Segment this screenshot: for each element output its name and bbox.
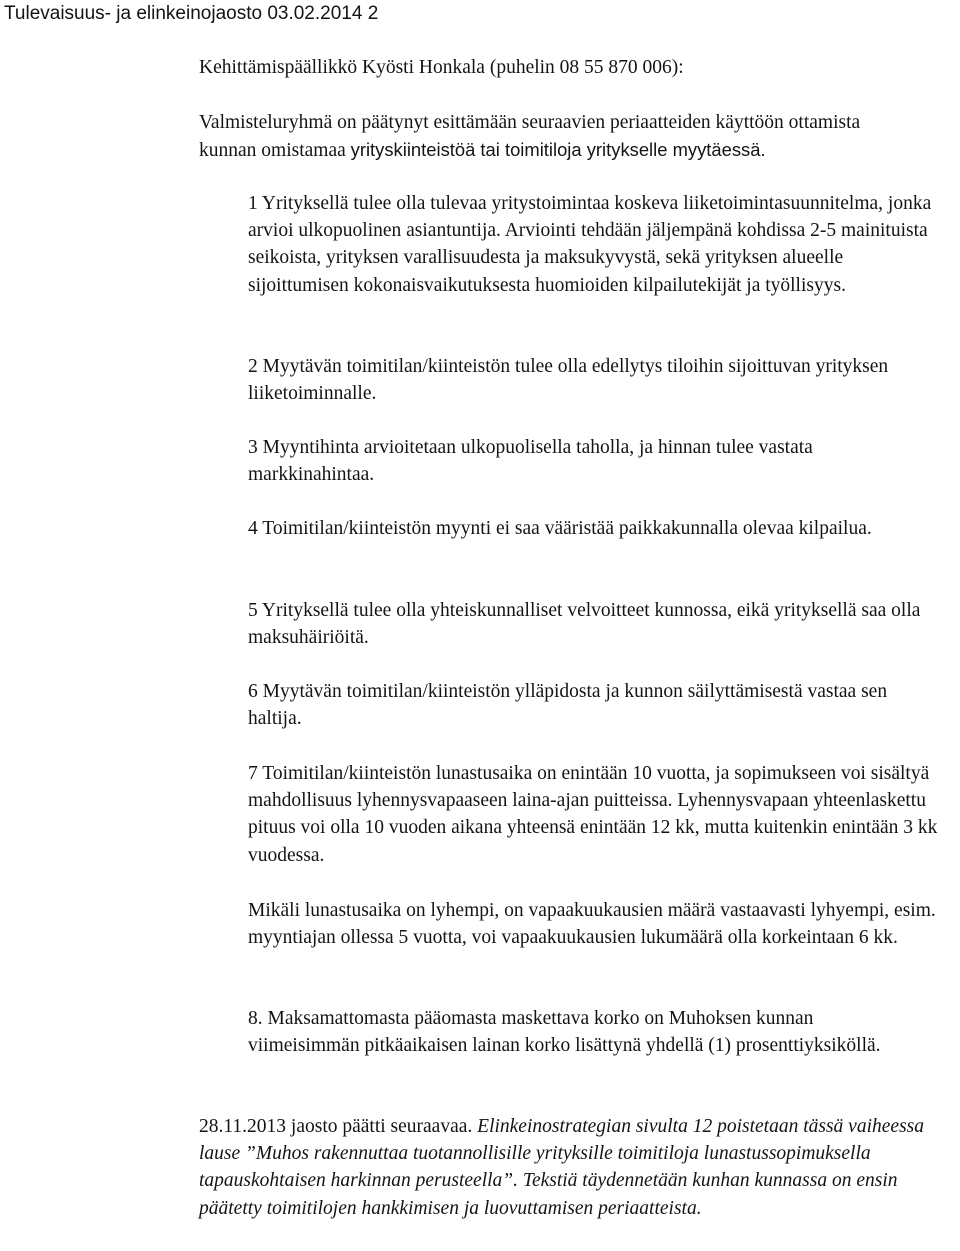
decision-italic-text: Elinkeinostrategian sivulta 12 poistetaan tässä vaiheessa lause ”Muhos rakennuttaa tuotannollisille yrityksille toimitiloja lunastussopimuksella tapauskohtaisen harkinnan perusteella”. Tekstiä täydennetään kunhan kunnassa on ensin päätetty toimitilojen hankkimisen ja luovuttamisen periaatteista. bbox=[199, 1116, 924, 1219]
decision-paragraph bbox=[199, 1113, 944, 1222]
intro-text-sans: yrityskiinteistöä tai toimitiloja yritykselle myytäessä. bbox=[350, 139, 766, 161]
intro-paragraph bbox=[199, 109, 919, 164]
page-header: Tulevaisuus- ja elinkeinojaosto 03.02.2014 2 bbox=[4, 3, 379, 24]
principle-item-1: 1 Yrityksellä tulee olla tulevaa yritystoimintaa koskeva liiketoimintasuunnitelma, jonka arvioi ulkopuolinen asiantuntija. Arviointi tehdään jäljempänä kohdissa 2-5 mainituista seikoista, yrityksen varallisuudesta ja maksukyvystä, sekä yrityksen alueelle sijoittumisen kokonaisvaikutuksesta huomioiden kilpailutekijät ja työllisyys. bbox=[248, 193, 932, 296]
principle-item-8: 8. Maksamattomasta pääomasta maskettava korko on Muhoksen kunnan viimeisimmän pitkäaikaisen lainan korko lisättynä yhdellä (1) prosenttiyksiköllä. bbox=[248, 1008, 881, 1057]
principle-item-7-note: Mikäli lunastusaika on lyhempi, on vapaakuukausien määrä vastaavasti lyhyempi, esim. myyntiajan ollessa 5 vuotta, voi vapaakuukausien lukumäärä olla korkeintaan 6 kk. bbox=[248, 900, 936, 949]
principle-item-2: 2 Myytävän toimitilan/kiinteistön tulee olla edellytys tiloihin sijoittuvan yrityksen liiketoiminnalle. bbox=[248, 356, 889, 405]
principle-item-4: 4 Toimitilan/kiinteistön myynti ei saa vääristää paikkakunnalla olevaa kilpailua. bbox=[248, 518, 872, 539]
section-heading: Kehittämispäällikkö Kyösti Honkala (puhelin 08 55 870 006): bbox=[199, 57, 684, 78]
principle-item-6: 6 Myytävän toimitilan/kiinteistön ylläpidosta ja kunnon säilyttämisestä vastaa sen haltija. bbox=[248, 681, 888, 730]
principle-item-5: 5 Yrityksellä tulee olla yhteiskunnalliset velvoitteet kunnossa, eikä yrityksellä saa olla maksuhäiriöitä. bbox=[248, 600, 921, 649]
principle-item-7: 7 Toimitilan/kiinteistön lunastusaika on enintään 10 vuotta, ja sopimukseen voi sisältyä mahdollisuus lyhennysvapaaseen laina-ajan puitteissa. Lyhennysvapaan yhteenlaskettu pituus voi olla 10 vuoden aikana yhteensä enintään 12 kk, mutta kuitenkin enintään 3 kk vuodessa. bbox=[248, 763, 938, 866]
principle-item-3: 3 Myyntihinta arvioitetaan ulkopuolisella taholla, ja hinnan tulee vastata markkinahintaa. bbox=[248, 437, 813, 486]
decision-plain-text: 28.11.2013 jaosto päätti seuraavaa. bbox=[199, 1116, 478, 1137]
intro-text-serif: Valmisteluryhmä on päätynyt esittämään seuraavien periaatteiden käyttöön ottamista kunnan omistamaa bbox=[199, 112, 861, 162]
